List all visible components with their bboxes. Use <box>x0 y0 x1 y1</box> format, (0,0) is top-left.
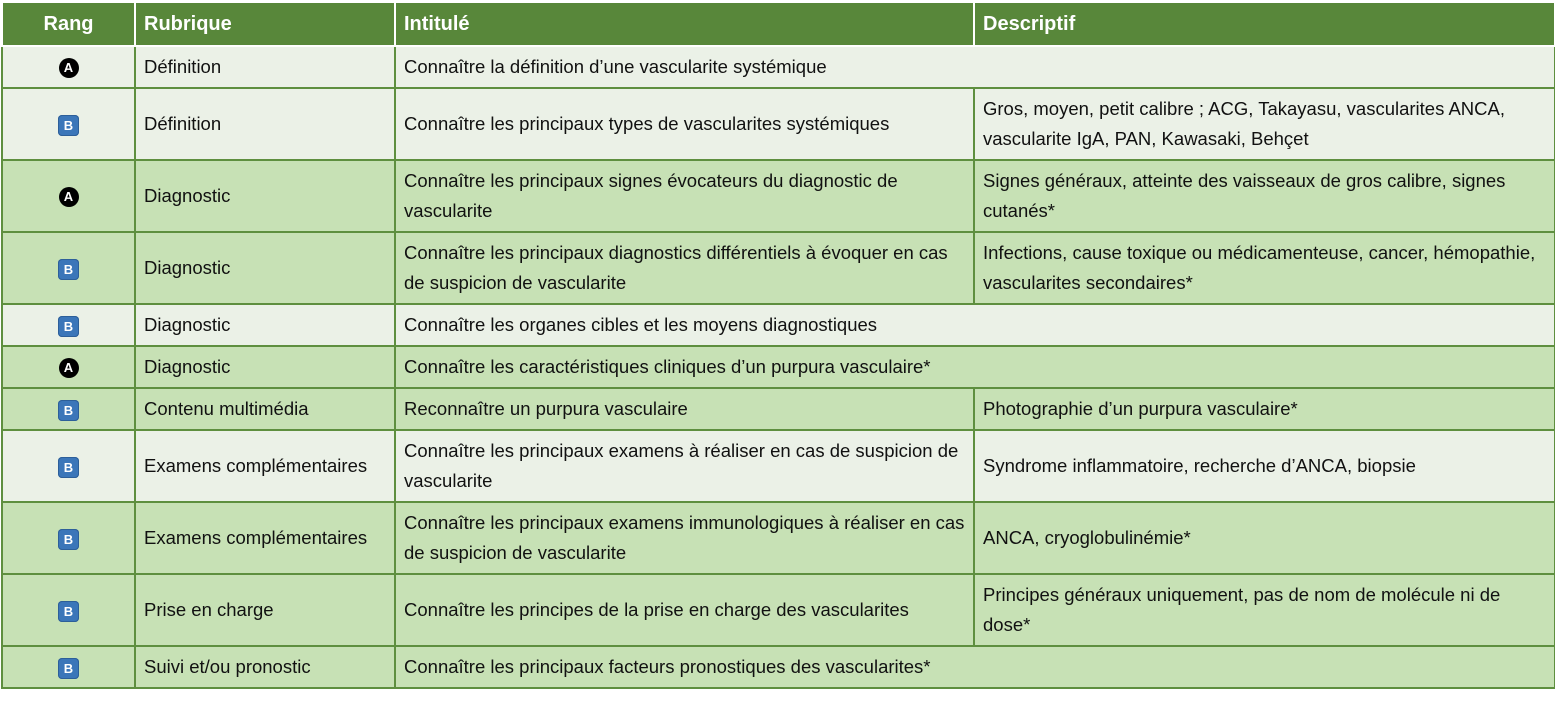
descriptif-cell: Photographie d’un purpura vasculaire* <box>974 388 1555 430</box>
rang-cell <box>2 88 135 160</box>
table-row <box>2 232 1555 304</box>
intitule-cell: Connaître la définition d’une vascularite systémique <box>395 46 1555 88</box>
header-rubrique: Rubrique <box>135 2 395 46</box>
rubrique-cell: Diagnostic <box>135 160 395 232</box>
rang-cell <box>2 304 135 346</box>
rang-cell <box>2 646 135 688</box>
rubrique-cell: Diagnostic <box>135 232 395 304</box>
rubrique-cell: Examens complémentaires <box>135 502 395 574</box>
rubrique-cell: Examens complémentaires <box>135 430 395 502</box>
intitule-cell: Connaître les principaux facteurs pronostiques des vascularites* <box>395 646 1555 688</box>
intitule-cell: Connaître les principaux signes évocateurs du diagnostic de vascularite <box>395 160 974 232</box>
rank-a-badge-icon: A <box>59 187 79 207</box>
intitule-cell: Connaître les principaux examens immunologiques à réaliser en cas de suspicion de vascularite <box>395 502 974 574</box>
rank-b-badge-icon: B <box>58 601 79 622</box>
rubrique-cell: Prise en charge <box>135 574 395 646</box>
rang-cell <box>2 502 135 574</box>
rubrique-cell: Suivi et/ou pronostic <box>135 646 395 688</box>
rank-a-badge-icon: A <box>59 58 79 78</box>
intitule-cell: Reconnaître un purpura vasculaire <box>395 388 974 430</box>
rang-cell <box>2 574 135 646</box>
rank-b-badge-icon: B <box>58 457 79 478</box>
rank-a-badge-icon: A <box>59 358 79 378</box>
header-descriptif: Descriptif <box>974 2 1555 46</box>
table-row <box>2 502 1555 574</box>
descriptif-cell: Signes généraux, atteinte des vaisseaux de gros calibre, signes cutanés* <box>974 160 1555 232</box>
table-row <box>2 304 1555 346</box>
rang-cell <box>2 160 135 232</box>
rubrique-cell: Définition <box>135 46 395 88</box>
header-intitule: Intitulé <box>395 2 974 46</box>
descriptif-cell: Infections, cause toxique ou médicamenteuse, cancer, hémopathie, vascularites secondaires* <box>974 232 1555 304</box>
table-row <box>2 574 1555 646</box>
rang-cell <box>2 346 135 388</box>
table-row <box>2 46 1555 88</box>
rang-cell <box>2 46 135 88</box>
rang-cell <box>2 232 135 304</box>
rank-b-badge-icon: B <box>58 316 79 337</box>
rang-cell <box>2 430 135 502</box>
table-row <box>2 646 1555 688</box>
rank-b-badge-icon: B <box>58 658 79 679</box>
intitule-cell: Connaître les principes de la prise en charge des vascularites <box>395 574 974 646</box>
rank-b-badge-icon: B <box>58 259 79 280</box>
descriptif-cell: Principes généraux uniquement, pas de nom de molécule ni de dose* <box>974 574 1555 646</box>
header-rang: Rang <box>2 2 135 46</box>
rank-b-badge-icon: B <box>58 400 79 421</box>
intitule-cell: Connaître les principaux types de vascularites systémiques <box>395 88 974 160</box>
rubrique-cell: Contenu multimédia <box>135 388 395 430</box>
objectives-table <box>1 1 1555 689</box>
intitule-cell: Connaître les caractéristiques cliniques d’un purpura vasculaire* <box>395 346 1555 388</box>
table-row <box>2 88 1555 160</box>
intitule-cell: Connaître les principaux examens à réaliser en cas de suspicion de vascularite <box>395 430 974 502</box>
descriptif-cell: Syndrome inflammatoire, recherche d’ANCA, biopsie <box>974 430 1555 502</box>
table-row <box>2 388 1555 430</box>
intitule-cell: Connaître les organes cibles et les moyens diagnostiques <box>395 304 1555 346</box>
rubrique-cell: Définition <box>135 88 395 160</box>
descriptif-cell: ANCA, cryoglobulinémie* <box>974 502 1555 574</box>
rubrique-cell: Diagnostic <box>135 304 395 346</box>
rank-b-badge-icon: B <box>58 529 79 550</box>
descriptif-cell: Gros, moyen, petit calibre ; ACG, Takayasu, vascularites ANCA, vascularite IgA, PAN, Kawasaki, Behçet <box>974 88 1555 160</box>
rang-cell <box>2 388 135 430</box>
rubrique-cell: Diagnostic <box>135 346 395 388</box>
table-row <box>2 346 1555 388</box>
table-row <box>2 430 1555 502</box>
intitule-cell: Connaître les principaux diagnostics différentiels à évoquer en cas de suspicion de vascularite <box>395 232 974 304</box>
header-row <box>2 2 1555 46</box>
table-row <box>2 160 1555 232</box>
rank-b-badge-icon: B <box>58 115 79 136</box>
